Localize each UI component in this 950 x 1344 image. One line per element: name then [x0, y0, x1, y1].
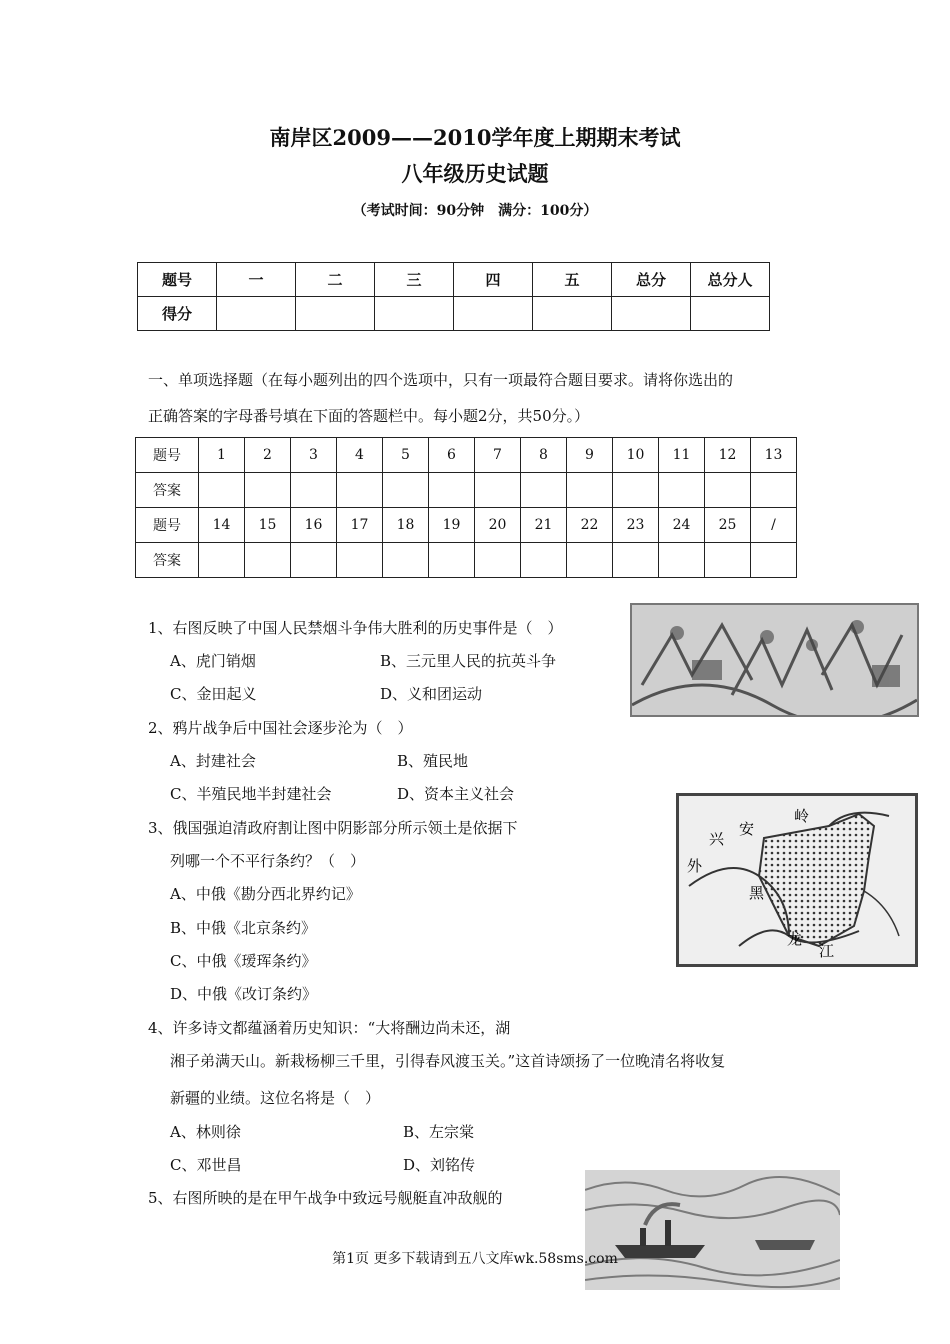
question-number: 5 — [383, 438, 429, 473]
question-1-option-d: D、义和团运动 — [380, 685, 483, 703]
question-number: 17 — [337, 508, 383, 543]
question-3-stem-line2: 列哪一个不平行条约？（ ） — [170, 852, 366, 870]
map-label: 兴 — [709, 830, 725, 848]
question-3-stem-line1: 3、俄国强迫清政府割让图中阴影部分所示领土是依据下 — [148, 819, 518, 837]
answer-cell[interactable] — [291, 543, 337, 578]
question-2-option-b: B、殖民地 — [397, 752, 469, 770]
question-number: 12 — [705, 438, 751, 473]
naval-battle-image — [585, 1170, 840, 1290]
map-label: 江 — [819, 942, 835, 960]
answer-cell[interactable] — [613, 543, 659, 578]
section-instructions-line1: 一、单项选择题（在每小题列出的四个选项中，只有一项最符合题目要求。请将你选出的 — [148, 371, 734, 389]
question-5-stem: 5、右图所映的是在甲午战争中致远号舰艇直冲敌舰的 — [148, 1189, 503, 1207]
question-number: 4 — [337, 438, 383, 473]
question-number: 1 — [199, 438, 245, 473]
question-number: 8 — [521, 438, 567, 473]
answer-cell[interactable] — [199, 543, 245, 578]
answer-number-row — [136, 508, 797, 543]
answer-cell[interactable] — [567, 543, 613, 578]
question-4-option-d: D、刘铭传 — [403, 1156, 476, 1174]
answer-cell[interactable] — [429, 473, 475, 508]
score-cell[interactable] — [612, 297, 691, 331]
map-label: 岭 — [794, 807, 810, 825]
score-table — [137, 262, 770, 331]
answer-cell[interactable] — [705, 543, 751, 578]
answer-cell[interactable] — [199, 473, 245, 508]
answer-row-label: 答案 — [136, 543, 199, 578]
score-cell[interactable] — [691, 297, 770, 331]
answer-cell[interactable] — [751, 473, 797, 508]
score-row-label: 得分 — [138, 297, 217, 331]
question-number: 11 — [659, 438, 705, 473]
opium-burning-image — [630, 603, 919, 717]
answer-cell[interactable] — [659, 543, 705, 578]
score-cell[interactable] — [454, 297, 533, 331]
answer-input-row — [136, 543, 797, 578]
question-number: 7 — [475, 438, 521, 473]
map-label: 安 — [739, 820, 755, 838]
question-number: 14 — [199, 508, 245, 543]
answer-cell[interactable] — [521, 543, 567, 578]
question-number: 22 — [567, 508, 613, 543]
score-cell[interactable] — [533, 297, 612, 331]
exam-subtitle: 八年级历史试题 — [401, 161, 549, 186]
question-3-option-c: C、中俄《瑷珲条约》 — [170, 952, 317, 970]
question-4-stem-line1: 4、许多诗文都蕴涵着历史知识：“大将酬边尚未还，湖 — [148, 1019, 511, 1037]
answer-cell[interactable] — [613, 473, 659, 508]
answer-cell[interactable] — [659, 473, 705, 508]
question-4-option-a: A、林则徐 — [170, 1123, 241, 1141]
question-1-option-a: A、虎门销烟 — [170, 652, 256, 670]
answer-cell[interactable] — [567, 473, 613, 508]
question-2-option-d: D、资本主义社会 — [397, 785, 515, 803]
question-number: 9 — [567, 438, 613, 473]
page-footer: 第1页 更多下载请到五八文库wk.58sms.com — [332, 1251, 618, 1267]
score-header-cell: 五 — [533, 263, 612, 297]
question-3-option-a: A、中俄《勘分西北界约记》 — [170, 885, 361, 903]
map-label: 外 — [687, 857, 703, 875]
question-number: / — [751, 508, 797, 543]
question-number: 24 — [659, 508, 705, 543]
question-2-option-a: A、封建社会 — [170, 752, 256, 770]
score-header-cell: 题号 — [138, 263, 217, 297]
question-number: 6 — [429, 438, 475, 473]
score-header-cell: 二 — [296, 263, 375, 297]
question-number: 13 — [751, 438, 797, 473]
score-header-cell: 总分 — [612, 263, 691, 297]
score-cell[interactable] — [375, 297, 454, 331]
answer-row-label: 题号 — [136, 508, 199, 543]
score-cell[interactable] — [217, 297, 296, 331]
score-header-cell: 一 — [217, 263, 296, 297]
score-header-cell: 总分人 — [691, 263, 770, 297]
answer-cell[interactable] — [521, 473, 567, 508]
answer-cell[interactable] — [337, 543, 383, 578]
question-4-stem-line2: 湘子弟满天山。新栽杨柳三千里，引得春风渡玉关。”这首诗颂扬了一位晚清名将收复 — [170, 1052, 726, 1070]
question-2-stem: 2、鸦片战争后中国社会逐步沦为（ ） — [148, 719, 413, 737]
territory-map — [676, 793, 918, 967]
question-3-option-d: D、中俄《改订条约》 — [170, 985, 318, 1003]
section-instructions-line2: 正确答案的字母番号填在下面的答题栏中。每小题2分，共50分。） — [148, 407, 590, 425]
map-label: 龙 — [787, 930, 803, 948]
question-1-option-b: B、三元里人民的抗英斗争 — [380, 652, 557, 670]
answer-cell[interactable] — [751, 543, 797, 578]
question-number: 21 — [521, 508, 567, 543]
answer-cell[interactable] — [245, 473, 291, 508]
question-number: 2 — [245, 438, 291, 473]
score-header-row — [138, 263, 770, 297]
exam-info: （考试时间：90分钟 满分：100分） — [352, 203, 598, 219]
question-number: 15 — [245, 508, 291, 543]
answer-cell[interactable] — [705, 473, 751, 508]
answer-cell[interactable] — [429, 543, 475, 578]
answer-row-label: 题号 — [136, 438, 199, 473]
question-1-option-c: C、金田起义 — [170, 685, 257, 703]
question-number: 3 — [291, 438, 337, 473]
answer-cell[interactable] — [245, 543, 291, 578]
answer-cell[interactable] — [383, 473, 429, 508]
question-3-option-b: B、中俄《北京条约》 — [170, 919, 317, 937]
question-number: 25 — [705, 508, 751, 543]
answer-input-row — [136, 473, 797, 508]
map-label: 黑 — [749, 884, 765, 902]
answer-cell[interactable] — [475, 473, 521, 508]
answer-number-row — [136, 438, 797, 473]
question-number: 10 — [613, 438, 659, 473]
question-4-stem-line3: 新疆的业绩。这位名将是（ ） — [170, 1089, 381, 1107]
answer-cell[interactable] — [383, 543, 429, 578]
score-value-row — [138, 297, 770, 331]
score-header-cell: 三 — [375, 263, 454, 297]
exam-title: 南岸区2009——2010学年度上期期末考试 — [269, 125, 681, 150]
question-number: 16 — [291, 508, 337, 543]
question-4-option-c: C、邓世昌 — [170, 1156, 242, 1174]
answer-table — [135, 437, 797, 578]
answer-row-label: 答案 — [136, 473, 199, 508]
question-4-option-b: B、左宗棠 — [403, 1123, 475, 1141]
score-header-cell: 四 — [454, 263, 533, 297]
answer-cell[interactable] — [291, 473, 337, 508]
question-number: 19 — [429, 508, 475, 543]
question-number: 23 — [613, 508, 659, 543]
answer-cell[interactable] — [475, 543, 521, 578]
question-number: 20 — [475, 508, 521, 543]
question-2-option-c: C、半殖民地半封建社会 — [170, 785, 332, 803]
score-cell[interactable] — [296, 297, 375, 331]
answer-cell[interactable] — [337, 473, 383, 508]
question-1-stem: 1、右图反映了中国人民禁烟斗争伟大胜利的历史事件是（ ） — [148, 619, 563, 637]
question-number: 18 — [383, 508, 429, 543]
